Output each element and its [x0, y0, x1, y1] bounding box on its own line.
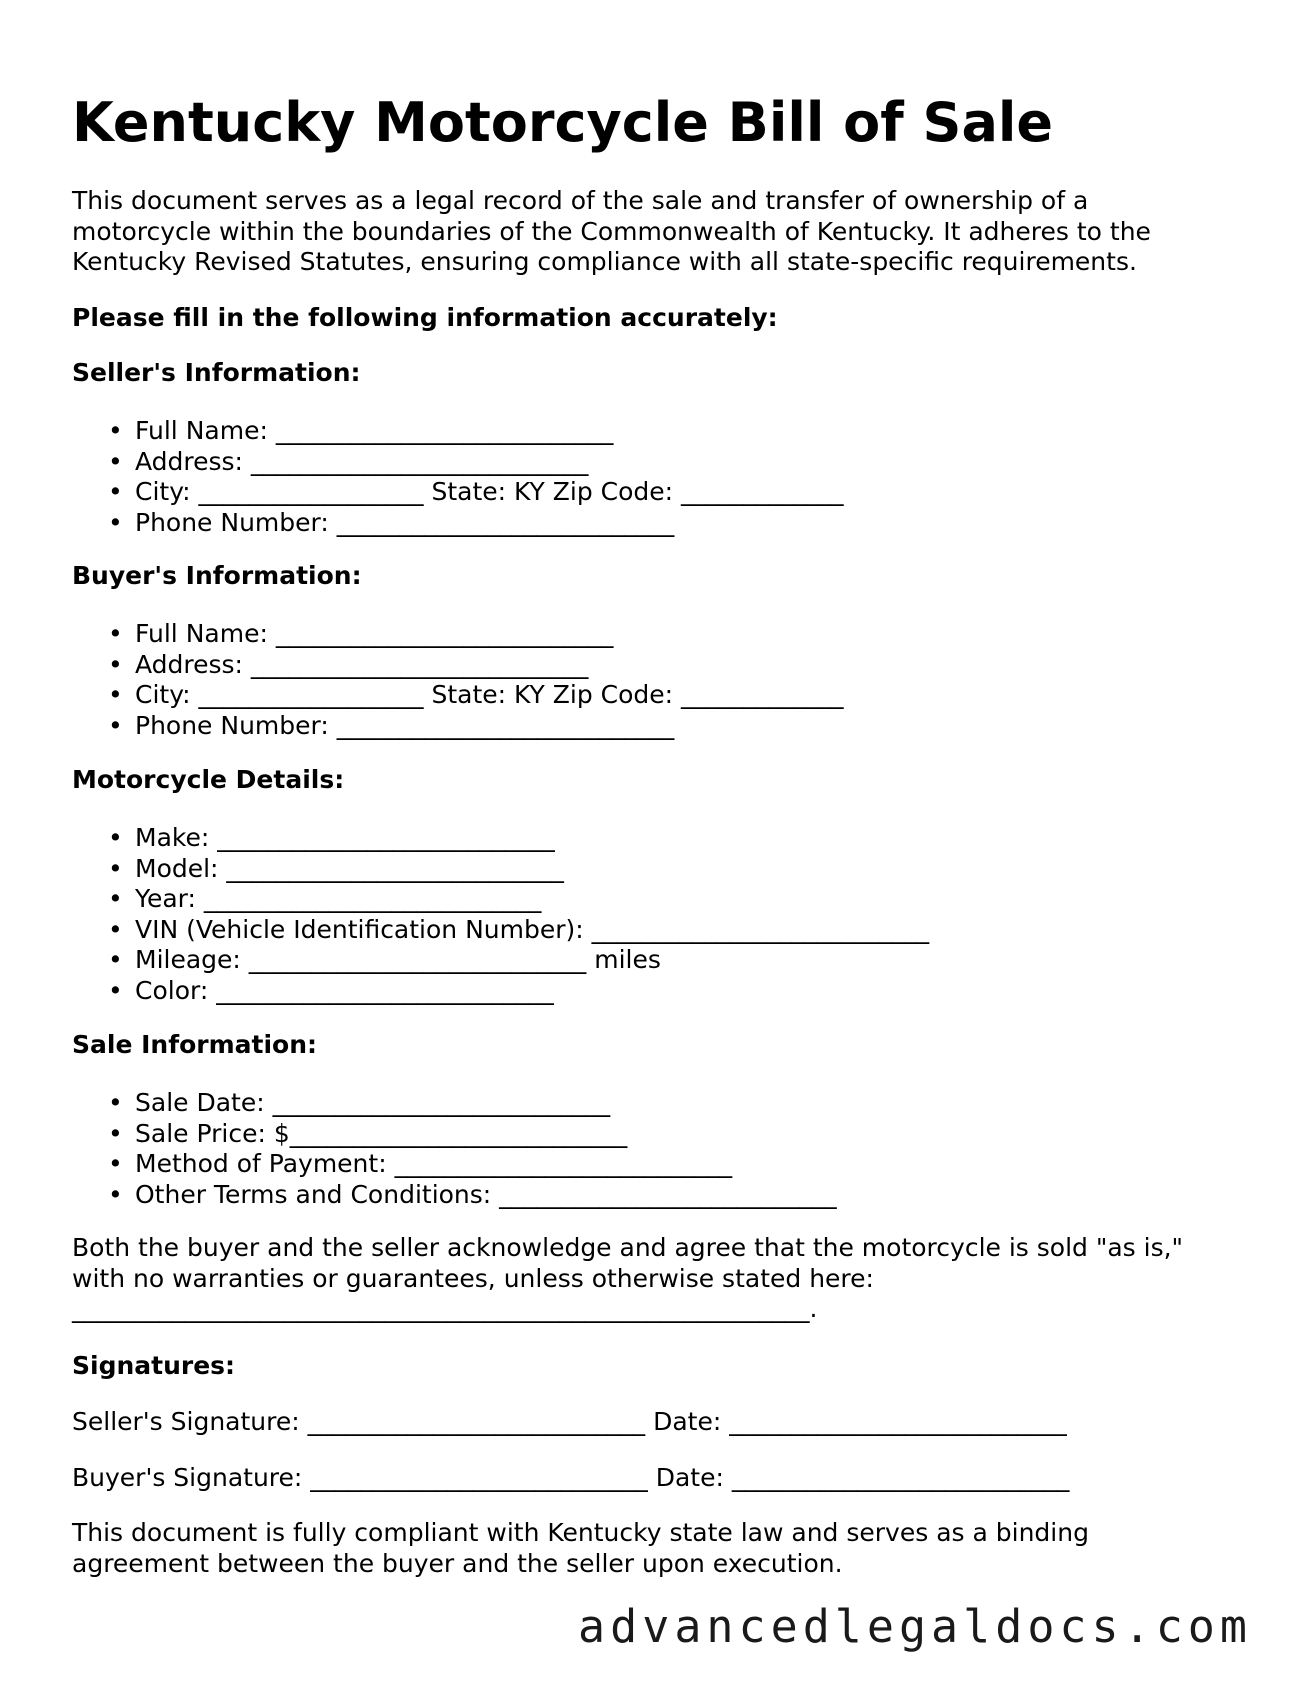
- buyer-fields: [72, 619, 844, 741]
- motorcycle-fields: [72, 823, 929, 1006]
- bullet-icon: •: [108, 619, 123, 648]
- bullet-icon: •: [108, 1118, 123, 1148]
- other-terms-field[interactable]: • Other Terms and Conditions: ___________________________: [108, 1179, 837, 1209]
- instruction-heading: Please fill in the following information accurately:: [72, 303, 778, 332]
- vin-field[interactable]: • VIN (Vehicle Identification Number): ___________________________: [108, 914, 930, 944]
- sale-date-field[interactable]: • Sale Date: ___________________________: [108, 1088, 611, 1117]
- color-field[interactable]: • Color: ___________________________: [108, 975, 554, 1005]
- intro-paragraph: This document serves as a legal record of the sale and transfer of ownership of a motorcycle within the boundaries of the Commonwealth of Kentucky. It adheres to the Kentucky Revised Statutes, ensuring compliance with all state-specific requirements.: [72, 186, 1151, 276]
- sale-heading: Sale Information:: [72, 1030, 317, 1059]
- bullet-icon: •: [108, 884, 123, 913]
- bullet-icon: •: [108, 416, 123, 445]
- bullet-icon: •: [108, 649, 123, 679]
- year-field[interactable]: • Year: ___________________________: [108, 884, 542, 913]
- seller-signature-line[interactable]: Seller's Signature: ___________________________ Date: ___________________________: [72, 1407, 1067, 1436]
- bullet-icon: •: [108, 945, 123, 974]
- bullet-icon: •: [108, 914, 123, 944]
- bullet-icon: •: [108, 823, 123, 852]
- seller-phone-field[interactable]: • Phone Number: ___________________________: [108, 507, 675, 537]
- sale-fields: [72, 1088, 837, 1210]
- bullet-icon: •: [108, 853, 123, 883]
- seller-heading: Seller's Information:: [72, 358, 361, 387]
- bullet-icon: •: [108, 1149, 123, 1178]
- bullet-icon: •: [108, 507, 123, 537]
- bullet-icon: •: [108, 975, 123, 1005]
- payment-method-field[interactable]: • Method of Payment: ___________________________: [108, 1149, 733, 1178]
- watermark-text: advancedlegaldocs.com: [578, 1600, 1252, 1653]
- bullet-icon: •: [108, 1088, 123, 1117]
- as-is-paragraph: Both the buyer and the seller acknowledge and agree that the motorcycle is sold "as is," with no warranties or guarantees, unless otherwise stated here: ___________________________________________________________.: [72, 1233, 1184, 1323]
- buyer-signature-line[interactable]: Buyer's Signature: ___________________________ Date: ___________________________: [72, 1463, 1070, 1492]
- seller-fields: [72, 416, 844, 538]
- buyer-address-field[interactable]: • Address: ___________________________: [108, 649, 589, 679]
- closing-paragraph: This document is fully compliant with Kentucky state law and serves as a binding agreement between the buyer and the seller upon execution.: [72, 1518, 1089, 1578]
- buyer-heading: Buyer's Information:: [72, 561, 362, 590]
- bullet-icon: •: [108, 710, 123, 740]
- buyer-phone-field[interactable]: • Phone Number: ___________________________: [108, 710, 675, 740]
- mileage-field[interactable]: • Mileage: ___________________________ miles: [108, 945, 661, 974]
- seller-address-field[interactable]: • Address: ___________________________: [108, 446, 589, 476]
- bullet-icon: •: [108, 1179, 123, 1209]
- buyer-full-name-field[interactable]: • Full Name: ___________________________: [108, 619, 614, 648]
- bullet-icon: •: [108, 680, 123, 709]
- signatures-heading: Signatures:: [72, 1351, 236, 1380]
- buyer-city-state-zip-field[interactable]: • City: __________________ State: KY Zip Code: _____________: [108, 680, 844, 709]
- document-title: Kentucky Motorcycle Bill of Sale: [72, 91, 1054, 154]
- make-field[interactable]: • Make: ___________________________: [108, 823, 555, 852]
- bullet-icon: •: [108, 477, 123, 506]
- model-field[interactable]: • Model: ___________________________: [108, 853, 564, 883]
- bullet-icon: •: [108, 446, 123, 476]
- seller-city-state-zip-field[interactable]: • City: __________________ State: KY Zip Code: _____________: [108, 477, 844, 506]
- sale-price-field[interactable]: • Sale Price: $___________________________: [108, 1118, 628, 1148]
- motorcycle-heading: Motorcycle Details:: [72, 765, 345, 794]
- seller-full-name-field[interactable]: • Full Name: ___________________________: [108, 416, 614, 445]
